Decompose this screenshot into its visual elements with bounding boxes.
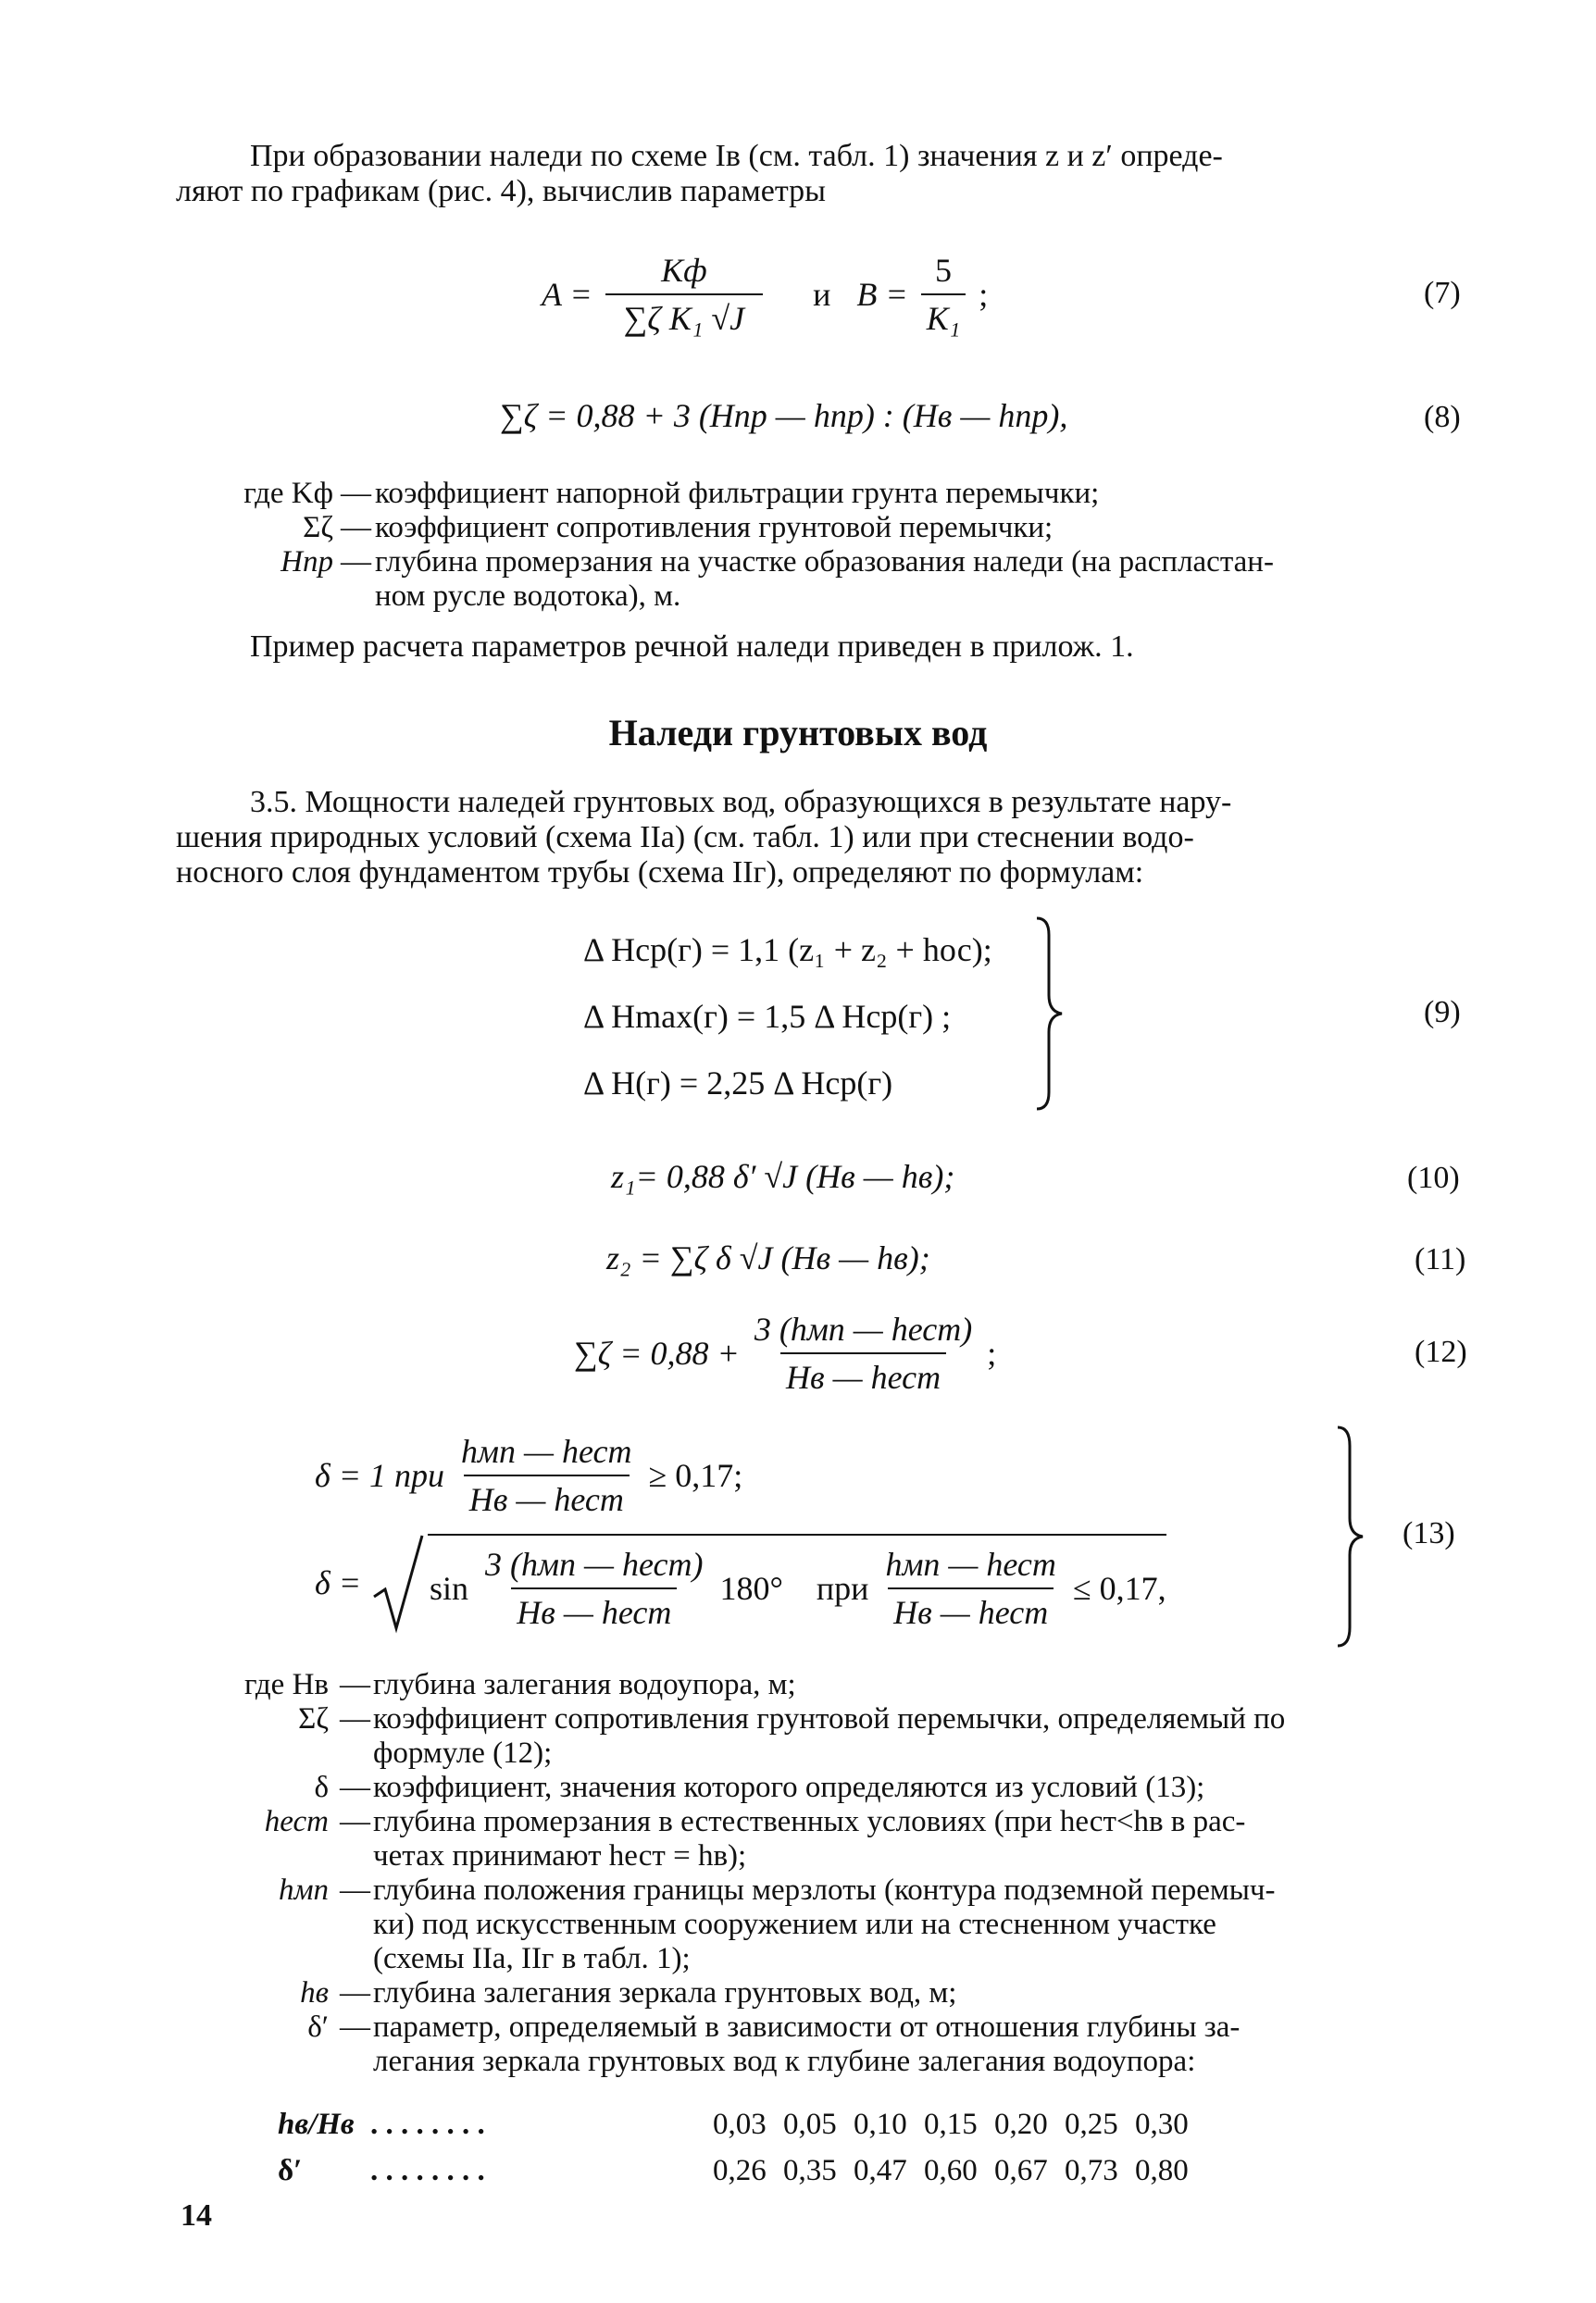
row1-label: hв/Hв	[278, 2108, 355, 2141]
def2-text: коэффициент сопротивления грунтовой перемычки, определяемый по	[373, 1702, 1286, 1736]
ratio-table-row-1	[278, 2101, 1389, 2147]
def2-text-cont: легания зеркала грунтовых вод к глубине залегания водоупора:	[373, 2045, 1196, 2078]
equation-7	[542, 239, 988, 350]
def1-dash: —	[341, 477, 371, 510]
eq9-line-2: Δ Hmax(г) = 1,5 Δ Hср(г) ;	[583, 998, 952, 1035]
eq12-number: (12)	[1415, 1335, 1467, 1369]
def2-sym: hест	[264, 1805, 329, 1838]
row2-leader-dots: . . . . . . . .	[370, 2154, 485, 2187]
eq7-b-den: K₁	[921, 293, 966, 338]
equation-10: z₁= 0,88 δ′ √J (Hв — hв);	[611, 1158, 955, 1195]
section-heading: Наледи грунтовых вод	[608, 712, 988, 753]
eq12-den: Hв — hест	[780, 1352, 946, 1397]
def1-sym: Hпр	[281, 545, 333, 579]
eq13-r2-fraction-2	[879, 1545, 1061, 1632]
def2-text: глубина залегания зеркала грунтовых вод, м;	[373, 1976, 957, 2010]
eq13-row-1	[315, 1433, 742, 1518]
example-sentence: Пример расчета параметров речной наледи приведен в прилож. 1.	[250, 629, 1134, 664]
eq13-r2-den2: Hв — hест	[888, 1587, 1054, 1632]
row2-cell: 0,35	[783, 2154, 837, 2187]
eq13-r1-den: Hв — hест	[464, 1475, 630, 1519]
eq7-number: (7)	[1424, 276, 1461, 310]
eq7-conj: и	[813, 276, 831, 313]
def2-text: глубина промерзания в естественных условиях (при hест<hв в рас-	[373, 1805, 1246, 1838]
row1-cell: 0,05	[783, 2108, 837, 2141]
eq12-num: 3 (hмп — hест)	[754, 1311, 973, 1348]
page-number: 14	[181, 2198, 212, 2233]
row1-cell: 0,20	[994, 2108, 1048, 2141]
def2-text-cont: четах принимают hест = hв);	[373, 1839, 747, 1873]
def2-text-cont: ки) под искусственным сооружением или на стесненном участке	[373, 1908, 1216, 1941]
ratio-table	[278, 2101, 1389, 2194]
eq13-r2-lhs: δ =	[315, 1564, 362, 1601]
eq8-number: (8)	[1424, 400, 1461, 434]
eq13-r2-den: Hв — hест	[511, 1587, 677, 1632]
eq12-fraction	[749, 1310, 978, 1397]
def2-dash: —	[340, 1976, 370, 2010]
def2-sym: hмп	[278, 1874, 329, 1907]
def2-text: глубина залегания водоупора, м;	[373, 1668, 796, 1701]
def2-sym: δ′	[307, 2010, 329, 2044]
def2-text: глубина положения границы мерзлоты (контура подземной перемыч-	[373, 1874, 1276, 1907]
row1-cell: 0,15	[924, 2108, 978, 2141]
eq7-tail: ;	[979, 276, 989, 313]
eq13-r2-fraction	[480, 1545, 708, 1632]
eq7-b-lhs: B =	[856, 276, 908, 313]
row1-cell: 0,10	[854, 2108, 907, 2141]
row1-cell: 0,25	[1065, 2108, 1118, 2141]
ratio-table-row-2	[278, 2147, 1389, 2194]
def2-text: параметр, определяемый в зависимости от отношения глубины за-	[373, 2010, 1241, 2044]
intro-line-1: При образовании наледи по схеме Iв (см. табл. 1) значения z и z′ опреде-	[250, 139, 1223, 173]
eq13-row-2	[315, 1527, 1166, 1638]
eq7-fraction-b	[921, 251, 966, 338]
row2-cell: 0,67	[994, 2154, 1048, 2187]
def2-dash: —	[340, 1805, 370, 1838]
def1-sym: Σζ	[303, 511, 333, 544]
eq13-r2-deg: 180°	[719, 1570, 783, 1607]
def1-text: коэффициент сопротивления грунтовой перемычки;	[375, 511, 1054, 544]
eq7-lhs: A =	[542, 276, 592, 313]
eq7-b-num: 5	[934, 252, 952, 289]
eq13-radicand	[428, 1534, 1166, 1632]
eq11-number: (11)	[1415, 1242, 1466, 1276]
intro-line-2: ляют по графикам (рис. 4), вычислив параметры	[176, 174, 827, 208]
def2-text: коэффициент, значения которого определяются из условий (13);	[373, 1771, 1205, 1804]
row2-cell: 0,73	[1065, 2154, 1118, 2187]
eq12-tail: ;	[987, 1335, 997, 1372]
row1-cell: 0,30	[1135, 2108, 1189, 2141]
def2-dash: —	[340, 1668, 370, 1701]
row2-cell: 0,47	[854, 2154, 907, 2187]
radical-sign-icon	[372, 1532, 424, 1634]
eq9-number: (9)	[1424, 995, 1461, 1029]
eq13-r2-tail: ≤ 0,17,	[1072, 1570, 1166, 1607]
def2-dash: —	[340, 2010, 370, 2044]
row2-cell: 0,60	[924, 2154, 978, 2187]
eq13-r2-sin: sin	[430, 1570, 469, 1607]
def2-sym: hв	[300, 1976, 329, 2010]
def2-sym: где Hв	[244, 1668, 329, 1701]
eq13-brace	[1333, 1425, 1370, 1648]
equation-9	[583, 916, 992, 1116]
def1-dash: —	[341, 545, 371, 579]
p35-line-1: 3.5. Мощности наледей грунтовых вод, образующихся в результате нару-	[250, 785, 1232, 819]
equation-11: z₂ = ∑ζ δ √J (Hв — hв);	[606, 1239, 930, 1276]
def2-sym: Σζ	[298, 1702, 329, 1736]
eq13-r1-num: hмп — hест	[461, 1433, 632, 1470]
p35-line-3: носного слоя фундаментом трубы (схема IIг), определяют по формулам:	[176, 855, 1144, 890]
eq13-r1-fraction	[455, 1432, 637, 1519]
row2-label: δ′	[278, 2154, 303, 2187]
eq13-r2-pri: при	[816, 1570, 869, 1607]
def2-text-cont: формуле (12);	[373, 1737, 553, 1770]
eq9-line-1: Δ Hср(г) = 1,1 (z₁ + z₂ + hос);	[583, 931, 992, 968]
def1-sym: где Kф	[243, 477, 333, 510]
eq13-number: (13)	[1403, 1516, 1455, 1550]
eq13-r2-num: 3 (hмп — hест)	[485, 1546, 704, 1583]
def1-dash: —	[341, 511, 371, 544]
row2-cell: 0,80	[1135, 2154, 1189, 2187]
row2-cell: 0,26	[713, 2154, 767, 2187]
eq13-r2-num2: hмп — hест	[885, 1546, 1056, 1583]
eq12-lhs: ∑ζ = 0,88 +	[574, 1335, 740, 1372]
def1-text-cont: ном русле водотока), м.	[375, 579, 681, 613]
row1-leader-dots: . . . . . . . .	[370, 2108, 485, 2141]
eq13-r1-tail: ≥ 0,17;	[648, 1457, 743, 1494]
p35-line-2: шения природных условий (схема IIа) (см. табл. 1) или при стеснении водо-	[176, 820, 1194, 854]
eq13-r1-lhs: δ = 1 при	[315, 1457, 445, 1494]
def1-text: коэффициент напорной фильтрации грунта перемычки;	[375, 477, 1100, 510]
def1-text: глубина промерзания на участке образования наледи (на распластан-	[375, 545, 1274, 579]
eq7-den: ∑ζ K₁ √J	[605, 293, 764, 338]
def2-dash: —	[340, 1874, 370, 1907]
eq10-number: (10)	[1407, 1161, 1460, 1195]
def2-dash: —	[340, 1702, 370, 1736]
eq7-num: Kф	[661, 252, 707, 289]
eq9-brace	[1032, 916, 1069, 1111]
eq9-line-3: Δ H(г) = 2,25 Δ Hср(г)	[583, 1064, 893, 1102]
def2-dash: —	[340, 1771, 370, 1804]
eq7-fraction-a	[605, 251, 764, 338]
row1-cell: 0,03	[713, 2108, 767, 2141]
def2-text-cont-2: (схемы IIа, IIг в табл. 1);	[373, 1942, 691, 1975]
equation-8: ∑ζ = 0,88 + 3 (Hпр — hпр) : (Hв — hпр),	[500, 397, 1068, 434]
equation-12	[574, 1307, 996, 1400]
def2-sym: δ	[314, 1771, 329, 1804]
